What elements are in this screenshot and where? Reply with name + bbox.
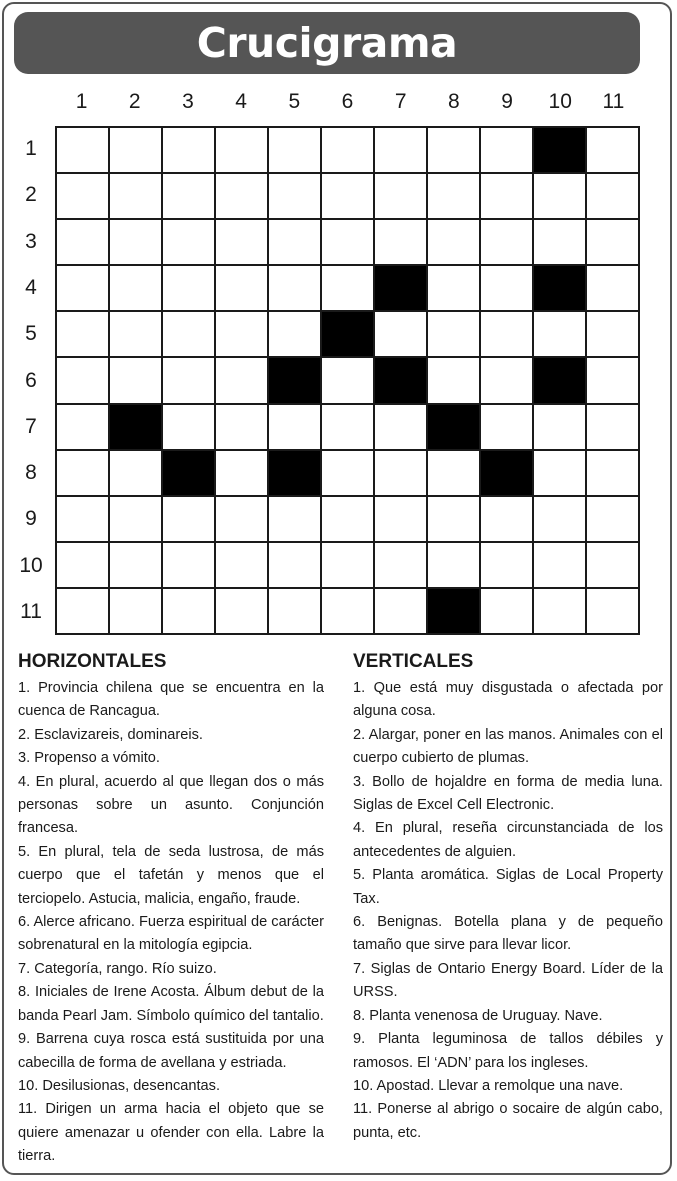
grid-cell[interactable] bbox=[215, 219, 268, 265]
grid-cell[interactable] bbox=[533, 219, 586, 265]
row-number: 1 bbox=[25, 137, 37, 161]
grid-cell[interactable] bbox=[56, 173, 109, 219]
across-clue: 3. Propenso a vómito. bbox=[18, 750, 160, 767]
column-number: 7 bbox=[394, 90, 407, 113]
grid-cell[interactable] bbox=[586, 357, 639, 403]
down-clue: 6. Benignas. Botella plana y de pequeño tamaño que sirve para llevar licor. bbox=[353, 914, 663, 954]
grid-cell[interactable] bbox=[321, 265, 374, 311]
grid-cell[interactable] bbox=[215, 127, 268, 173]
grid-cell[interactable] bbox=[215, 404, 268, 450]
grid-cell[interactable] bbox=[215, 450, 268, 496]
grid-cell[interactable] bbox=[109, 588, 162, 634]
column-number: 9 bbox=[501, 90, 513, 113]
down-clue: 11. Ponerse al abrigo o socaire de algún cabo, punta, etc. bbox=[353, 1101, 663, 1141]
black-cell bbox=[374, 265, 427, 311]
grid-cell[interactable] bbox=[321, 404, 374, 450]
grid-cell[interactable] bbox=[109, 311, 162, 357]
grid-cell[interactable] bbox=[268, 265, 321, 311]
row-number: 6 bbox=[25, 368, 37, 392]
grid-cell[interactable] bbox=[427, 219, 480, 265]
grid-cell[interactable] bbox=[427, 127, 480, 173]
black-cell bbox=[533, 265, 586, 311]
down-clue: 8. Planta venenosa de Uruguay. Nave. bbox=[353, 1007, 603, 1024]
grid-cell[interactable] bbox=[268, 219, 321, 265]
grid-cell[interactable] bbox=[56, 357, 109, 403]
across-clue: 10. Desilusionas, desencantas. bbox=[18, 1077, 221, 1094]
grid-cell[interactable] bbox=[427, 450, 480, 496]
black-cell bbox=[533, 357, 586, 403]
across-clue: 1. Provincia chilena que se encuentra en la cuenca de Rancagua. bbox=[18, 680, 324, 720]
grid-cell[interactable] bbox=[427, 542, 480, 588]
grid-cell[interactable] bbox=[480, 357, 533, 403]
grid-cell[interactable] bbox=[109, 542, 162, 588]
black-cell bbox=[374, 357, 427, 403]
grid-cell[interactable] bbox=[533, 404, 586, 450]
grid-cell[interactable] bbox=[427, 173, 480, 219]
across-clue: 5. En plural, tela de seda lustrosa, de más cuerpo que el tafetán y menos que el terciopelo. Astucia, malicia, engaño, fraude. bbox=[18, 843, 324, 907]
grid-cell[interactable] bbox=[321, 542, 374, 588]
across-clues bbox=[18, 650, 324, 1169]
grid-cell[interactable] bbox=[480, 404, 533, 450]
grid-cell[interactable] bbox=[162, 496, 215, 542]
across-clue: 2. Esclavizareis, dominareis. bbox=[18, 726, 203, 743]
grid-cell[interactable] bbox=[162, 173, 215, 219]
across-clue: 7. Categoría, rango. Río suizo. bbox=[18, 960, 217, 977]
grid-cell[interactable] bbox=[321, 588, 374, 634]
down-heading: VERTICALES bbox=[353, 651, 474, 672]
grid-cell[interactable] bbox=[533, 311, 586, 357]
across-clue: 9. Barrena cuya rosca está sustituida por una cabecilla de forma de avellana y estriada. bbox=[18, 1031, 324, 1071]
across-clue: 4. En plural, acuerdo al que llegan dos o más personas sobre un asunto. Conjunción francesa. bbox=[18, 773, 324, 837]
grid-cell[interactable] bbox=[162, 404, 215, 450]
across-clue: 8. Iniciales de Irene Acosta. Álbum debut de la banda Pearl Jam. Símbolo químico del tantalio. bbox=[18, 984, 324, 1024]
grid-cell[interactable] bbox=[321, 450, 374, 496]
row-number: 4 bbox=[25, 275, 37, 299]
grid-cell[interactable] bbox=[374, 450, 427, 496]
row-number: 5 bbox=[25, 322, 37, 346]
across-clue: 6. Alerce africano. Fuerza espiritual de carácter sobrenatural en la mitología egipcia. bbox=[18, 914, 324, 954]
grid-cell[interactable] bbox=[215, 588, 268, 634]
down-clue: 7. Siglas de Ontario Energy Board. Líder de la URSS. bbox=[353, 960, 663, 1001]
grid-cell[interactable] bbox=[480, 127, 533, 173]
grid-cell[interactable] bbox=[268, 311, 321, 357]
grid-cell[interactable] bbox=[427, 265, 480, 311]
column-number: 5 bbox=[288, 90, 301, 113]
black-cell bbox=[109, 404, 162, 450]
grid-cell[interactable] bbox=[215, 311, 268, 357]
grid-cell[interactable] bbox=[109, 265, 162, 311]
row-number: 10 bbox=[19, 553, 43, 577]
down-clue: 4. En plural, reseña circunstanciada de los antecedentes de alguien. bbox=[353, 820, 663, 860]
grid-cell[interactable] bbox=[215, 542, 268, 588]
grid-cell[interactable] bbox=[586, 404, 639, 450]
down-clue: 1. Que está muy disgustada o afectada por alguna cosa. bbox=[353, 680, 663, 720]
grid-cell[interactable] bbox=[109, 357, 162, 403]
grid-cell[interactable] bbox=[162, 542, 215, 588]
row-number: 11 bbox=[20, 599, 42, 623]
grid-cell[interactable] bbox=[321, 173, 374, 219]
column-number: 2 bbox=[128, 90, 141, 113]
grid-cell[interactable] bbox=[162, 588, 215, 634]
grid-cell[interactable] bbox=[109, 127, 162, 173]
grid-cell[interactable] bbox=[427, 357, 480, 403]
grid-cell[interactable] bbox=[321, 357, 374, 403]
grid-cell[interactable] bbox=[533, 450, 586, 496]
grid-cell[interactable] bbox=[374, 173, 427, 219]
column-number: 1 bbox=[75, 90, 88, 113]
grid-cell[interactable] bbox=[56, 404, 109, 450]
grid-cell[interactable] bbox=[586, 542, 639, 588]
grid-cell[interactable] bbox=[109, 219, 162, 265]
down-clue: 5. Planta aromática. Siglas de Local Property Tax. bbox=[353, 867, 663, 907]
grid-cell[interactable] bbox=[162, 357, 215, 403]
grid-cell[interactable] bbox=[268, 496, 321, 542]
grid-cell[interactable] bbox=[56, 311, 109, 357]
grid-cell[interactable] bbox=[321, 127, 374, 173]
across-heading: HORIZONTALES bbox=[18, 651, 167, 672]
column-number: 11 bbox=[602, 90, 625, 113]
column-number: 6 bbox=[341, 90, 354, 113]
grid-cell[interactable] bbox=[480, 588, 533, 634]
black-cell bbox=[480, 450, 533, 496]
grid-cell[interactable] bbox=[480, 265, 533, 311]
row-number: 7 bbox=[25, 414, 37, 438]
grid-cell[interactable] bbox=[480, 311, 533, 357]
grid-cell[interactable] bbox=[480, 496, 533, 542]
grid-cell[interactable] bbox=[215, 265, 268, 311]
grid-cell[interactable] bbox=[268, 542, 321, 588]
grid-cell[interactable] bbox=[268, 173, 321, 219]
grid-cell[interactable] bbox=[109, 496, 162, 542]
grid-cell[interactable] bbox=[427, 311, 480, 357]
down-clue: 3. Bollo de hojaldre en forma de media luna. Siglas de Excel Cell Electronic. bbox=[353, 773, 663, 814]
grid-cell[interactable] bbox=[374, 311, 427, 357]
grid-cell[interactable] bbox=[533, 588, 586, 634]
row-number: 2 bbox=[25, 183, 37, 207]
down-clue: 10. Apostad. Llevar a remolque una nave. bbox=[353, 1077, 624, 1094]
black-cell bbox=[427, 404, 480, 450]
grid-cell[interactable] bbox=[586, 127, 639, 173]
grid-cell[interactable] bbox=[162, 127, 215, 173]
grid-cell[interactable] bbox=[374, 542, 427, 588]
grid-cell[interactable] bbox=[321, 496, 374, 542]
grid-cell[interactable] bbox=[162, 219, 215, 265]
grid-cell[interactable] bbox=[586, 450, 639, 496]
grid-cell[interactable] bbox=[162, 265, 215, 311]
grid-cell[interactable] bbox=[109, 173, 162, 219]
column-number: 3 bbox=[182, 90, 194, 113]
grid-cell[interactable] bbox=[56, 588, 109, 634]
grid-cell[interactable] bbox=[374, 219, 427, 265]
black-cell bbox=[162, 450, 215, 496]
grid-cell[interactable] bbox=[56, 127, 109, 173]
grid-cell[interactable] bbox=[56, 496, 109, 542]
grid-cell[interactable] bbox=[374, 127, 427, 173]
black-cell bbox=[427, 588, 480, 634]
row-number: 8 bbox=[25, 461, 37, 485]
grid-cell[interactable] bbox=[215, 173, 268, 219]
grid-cell[interactable] bbox=[480, 173, 533, 219]
title-banner bbox=[14, 12, 640, 74]
grid-cell[interactable] bbox=[480, 542, 533, 588]
across-clue: 11. Dirigen un arma hacia el objeto que se quiere amenazar u ofender con ella. Labre la tierra. bbox=[18, 1101, 324, 1165]
grid-cell[interactable] bbox=[427, 496, 480, 542]
grid-cell[interactable] bbox=[162, 311, 215, 357]
grid-cell[interactable] bbox=[374, 496, 427, 542]
column-number: 4 bbox=[235, 90, 247, 113]
grid-cell[interactable] bbox=[533, 496, 586, 542]
grid-cell[interactable] bbox=[268, 127, 321, 173]
down-clues bbox=[353, 650, 663, 1145]
row-number: 3 bbox=[25, 229, 37, 253]
grid-cell[interactable] bbox=[586, 496, 639, 542]
grid-cell[interactable] bbox=[374, 404, 427, 450]
black-cell bbox=[533, 127, 586, 173]
down-clue: 9. Planta leguminosa de tallos débiles y ramosos. El ‘ADN’ para los ingleses. bbox=[353, 1031, 663, 1071]
grid-cell[interactable] bbox=[586, 311, 639, 357]
grid-cell[interactable] bbox=[586, 265, 639, 311]
row-number: 9 bbox=[25, 507, 37, 531]
grid-cell[interactable] bbox=[56, 265, 109, 311]
grid-cell[interactable] bbox=[268, 588, 321, 634]
column-number: 10 bbox=[548, 90, 572, 113]
grid-cell[interactable] bbox=[215, 496, 268, 542]
grid-cell[interactable] bbox=[56, 542, 109, 588]
crossword-grid[interactable] bbox=[55, 126, 640, 635]
grid-cell[interactable] bbox=[374, 588, 427, 634]
grid-cell[interactable] bbox=[268, 404, 321, 450]
grid-cell[interactable] bbox=[533, 542, 586, 588]
grid-cell[interactable] bbox=[586, 173, 639, 219]
down-clue: 2. Alargar, poner en las manos. Animales con el cuerpo cubierto de plumas. bbox=[353, 726, 663, 767]
grid-cell[interactable] bbox=[533, 173, 586, 219]
grid-cell[interactable] bbox=[215, 357, 268, 403]
column-number: 8 bbox=[448, 90, 460, 113]
grid-cell[interactable] bbox=[586, 588, 639, 634]
black-cell bbox=[268, 450, 321, 496]
grid-cell[interactable] bbox=[586, 219, 639, 265]
grid-cell[interactable] bbox=[109, 450, 162, 496]
black-cell bbox=[321, 311, 374, 357]
page-title: Crucigrama bbox=[196, 19, 458, 67]
grid-cell[interactable] bbox=[56, 450, 109, 496]
black-cell bbox=[268, 357, 321, 403]
grid-cell[interactable] bbox=[480, 219, 533, 265]
grid-cell[interactable] bbox=[56, 219, 109, 265]
grid-cell[interactable] bbox=[321, 219, 374, 265]
